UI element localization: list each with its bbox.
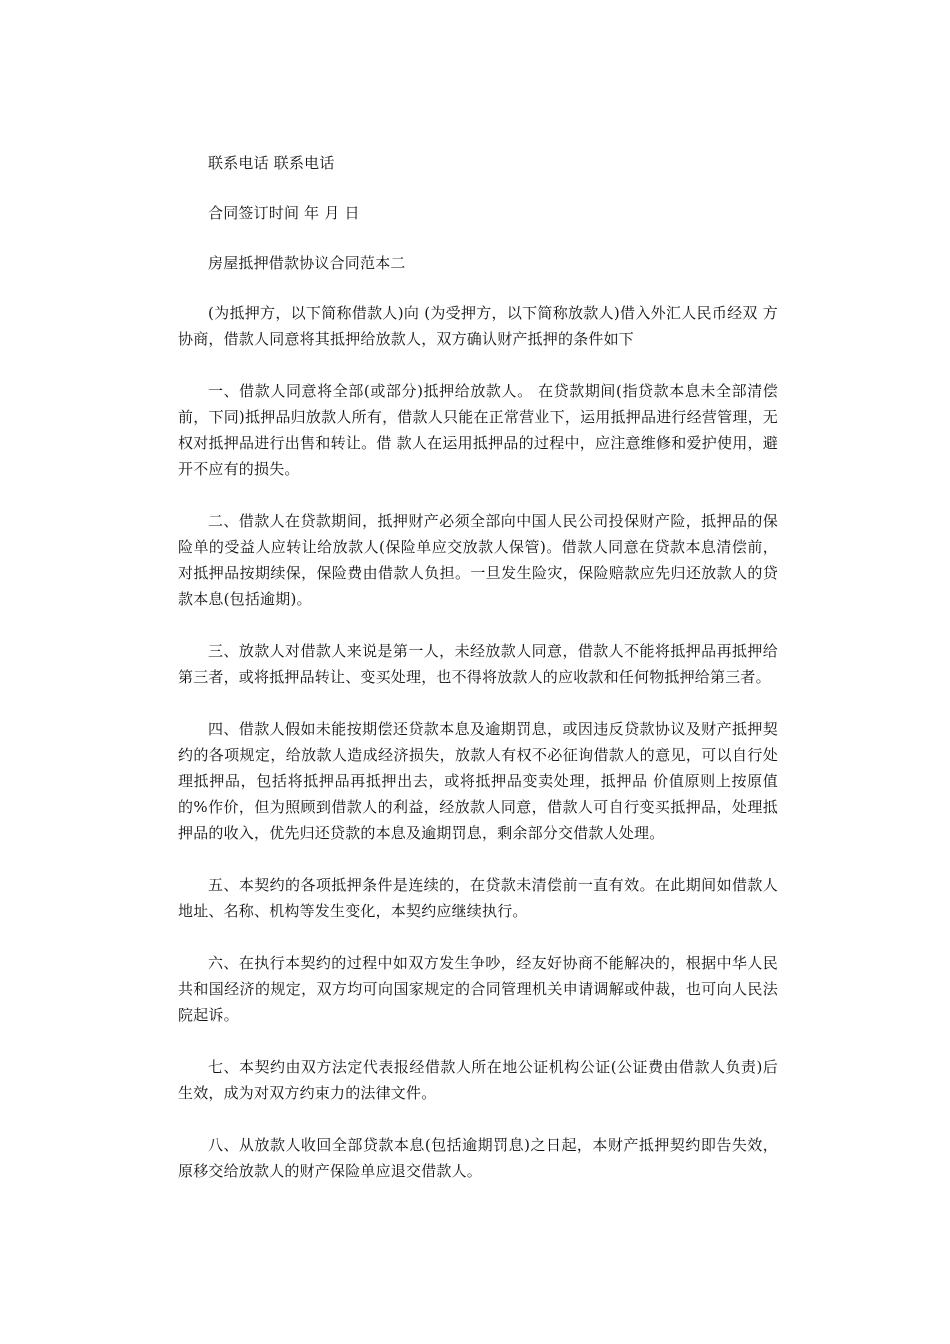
contact-phone-line: 联系电话 联系电话 bbox=[208, 154, 335, 172]
clause-1: 一、借款人同意将全部(或部分)抵押给放款人。 在贷款期间(指贷款本息未全部清偿前，下同)抵押品归放款人所有，借款人只能在正常营业下，运用抵押品进行经营管理，无权对抵押品进行出售和转让。借 款人在运用抵押品的过程中，应注意维修和爱护使用，避开不应有的损失。 bbox=[178, 382, 778, 478]
intro-paragraph: (为抵押方，以下简称借款人)向 (为受押方，以下简称放款人)借入外汇人民币经双 方协商，借款人同意将其抵押给放款人，双方确认财产抵押的条件如下 bbox=[178, 304, 778, 348]
document-body bbox=[178, 150, 778, 1184]
clause-4: 四、借款人假如未能按期偿还贷款本息及逾期罚息，或因违反贷款协议及财产抵押契约的各项规定，给放款人造成经济损失，放款人有权不必征询借款人的意见，可以自行处理抵押品，包括将抵押品再抵押出去，或将抵押品变卖处理，抵押品 价值原则上按原值的%作价，但为照顾到借款人的利益，经放款人同意，借款人可自行变买抵押品，处理抵押品的收入，优先归还贷款的本息及逾期罚息，剩余部分交借款人处理。 bbox=[178, 720, 778, 842]
contract-signing-date-line: 合同签订时间 年 月 日 bbox=[208, 204, 360, 222]
clause-3: 三、放款人对借款人来说是第一人，未经放款人同意，借款人不能将抵押品再抵押给第三者，或将抵押品转让、变买处理，也不得将放款人的应收款和任何物抵押给第三者。 bbox=[178, 642, 778, 686]
document-title: 房屋抵押借款协议合同范本二 bbox=[208, 254, 406, 272]
clause-7: 七、本契约由双方法定代表报经借款人所在地公证机构公证(公证费由借款人负责)后生效，成为对双方约束力的法律文件。 bbox=[178, 1058, 778, 1102]
clause-5: 五、本契约的各项抵押条件是连续的，在贷款未清偿前一直有效。在此期间如借款人地址、名称、机构等发生变化，本契约应继续执行。 bbox=[178, 876, 778, 920]
clause-2: 二、借款人在贷款期间，抵押财产必须全部向中国人民公司投保财产险，抵押品的保险单的受益人应转让给放款人(保险单应交放款人保管)。借款人同意在贷款本息清偿前，对抵押品按期续保，保险费由借款人负担。一旦发生险灾，保险赔款应先归还放款人的贷款本息(包括逾期)。 bbox=[178, 512, 778, 608]
clause-8: 八、从放款人收回全部贷款本息(包括逾期罚息)之日起，本财产抵押契约即告失效，原移交给放款人的财产保险单应退交借款人。 bbox=[178, 1136, 778, 1180]
clause-6: 六、在执行本契约的过程中如双方发生争吵，经友好协商不能解决的，根据中华人民共和国经济的规定，双方均可向国家规定的合同管理机关申请调解或仲裁，也可向人民法院起诉。 bbox=[178, 954, 778, 1024]
